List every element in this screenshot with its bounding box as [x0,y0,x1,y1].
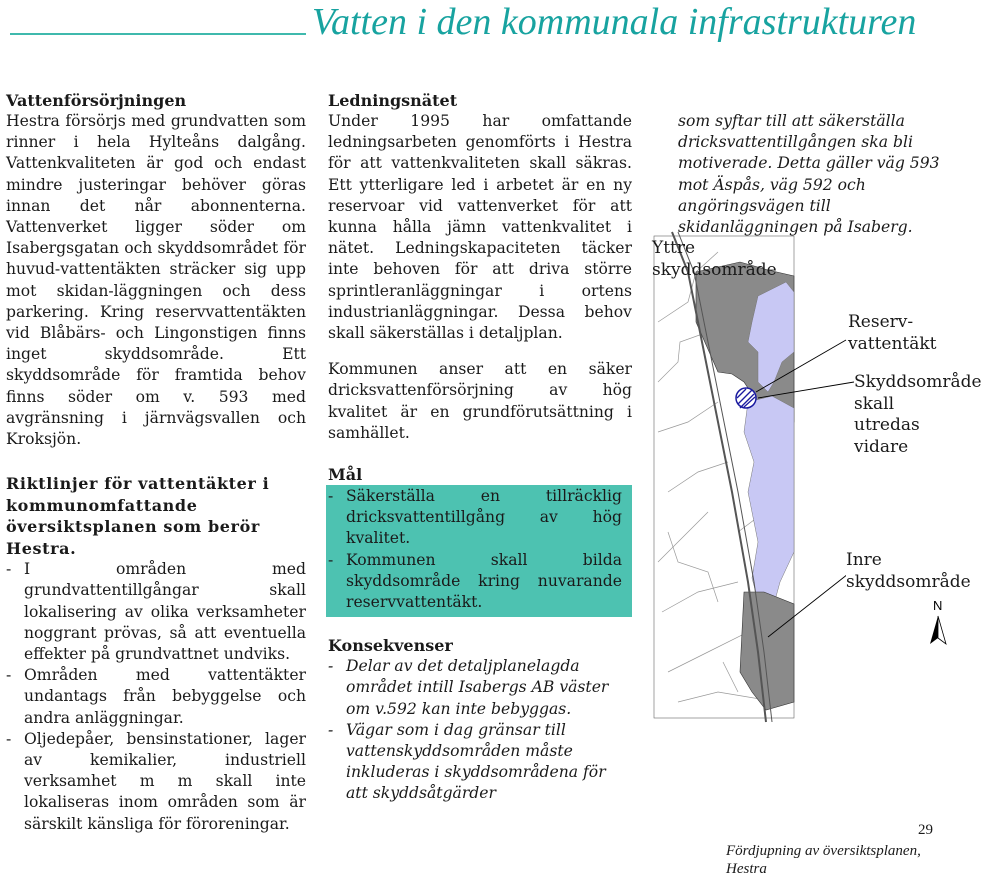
paragraph-continuation: som syftar till att säkerställa dricksvattentillgången ska bli motiverade. Detta gäller väg 593 mot Äspås, väg 592 och angöringsvägen till skidanläggningen på Isaberg. [678,112,940,237]
heading-network: Ledningsnätet [328,91,458,110]
label-outer-zone: Yttre skyddsområde [652,238,777,280]
goal-list [328,486,622,613]
page-title: Vatten i den kommunala infrastrukturen [312,1,917,43]
list-item: - Säkerställa en tillräcklig dricksvattentillgång av hög kvalitet. [328,487,622,548]
list-item: - Oljedepåer, bensinstationer, lager av kemikalier, industriell verksamhet m m skall inte lokaliseras inom områden som är särskilt känsliga för föroreningar. [6,729,306,833]
label-reserve-source: Reserv-vattentäkt [848,312,948,355]
heading-water-supply: Vattenförsörjningen [6,91,187,110]
list-item: - Områden med vattentäkter undantags från bebyggelse och andra anläggningar. [6,666,306,727]
north-arrow-icon [930,616,946,644]
right-column [678,111,940,238]
paragraph-municipality: Kommunen anser att en säker dricksvattenförsörjning av hög kvalitet är en grundförutsättning i samhället. [328,360,632,442]
paragraph-network: Under 1995 har omfattande ledningsarbeten genomförts i Hestra för att vattenkvaliteten skall säkras. Ett ytterligare led i arbetet är en ny reservoar vid vattenverket för att kunna hålla jämn vattenkvalitet i nätet. Ledningskapaciteten täcker inte behoven för att driva större sprintleranläggningar i ortens industrianläggningar. Dessa behov skall säkerställas i detaljplan. [328,112,632,343]
heading-consequences: Konsekvenser [328,636,453,656]
goal-box [326,485,632,617]
protection-area-map [648,232,982,722]
header-rule [10,33,306,35]
paragraph-water-supply: Hestra försörjs med grundvatten som rinner i hela Hylteåns dalgång. Vattenkvaliteten är god och endast mindre justeringar behöver göras innan det når abonnenterna. Vattenverket ligger söder om Isabergsgatan och skyddsområdet för huvud-vattentäkten sträcker sig upp mot skidan-läggningen och dess parkering. Kring reservvattentäkten vid Blåbärs- och Lingonstigen finns inget skyddsområde. Ett skyddsområde för framtida behov finns söder om v. 593 med avgränsning i järnvägsvallen och Kroksjön. [6,112,306,449]
label-inner-zone: Inre skyddsområde [846,550,971,592]
left-column [6,90,306,835]
page-number: 29 [918,822,933,838]
list-item: - Vägar som i dag gränsar till vattenskyddsområden måste inkluderas i skyddsområdena för att skyddsåtgärder [328,720,606,803]
list-item: - Delar av det detaljplanelagda området intill Isabergs AB väster om v.592 kan inte bebyggas. [328,657,609,718]
list-item: - Kommunen skall bilda skyddsområde kring nuvarande reservvattentäkt. [328,550,622,612]
heading-goals: Mål [328,465,363,485]
label-investigate-zone: Skyddsområde skall utredas vidare [854,372,982,457]
middle-column [328,90,632,805]
guideline-list [6,559,306,835]
heading-guidelines: Riktlinjer för vattentäkter i kommunomfattande översiktsplanen som berör Hestra. [6,474,270,558]
consequence-list [328,656,632,804]
map-figure [648,232,982,722]
list-item: - I områden med grundvattentillgångar skall lokalisering av olika verksamheter noggrant prövas, så att eventuella effekter på grundvattnet undviks. [6,560,306,664]
north-label: N [933,598,943,613]
footer-text: Fördjupning av översiktsplanen, Hestra [726,843,921,877]
